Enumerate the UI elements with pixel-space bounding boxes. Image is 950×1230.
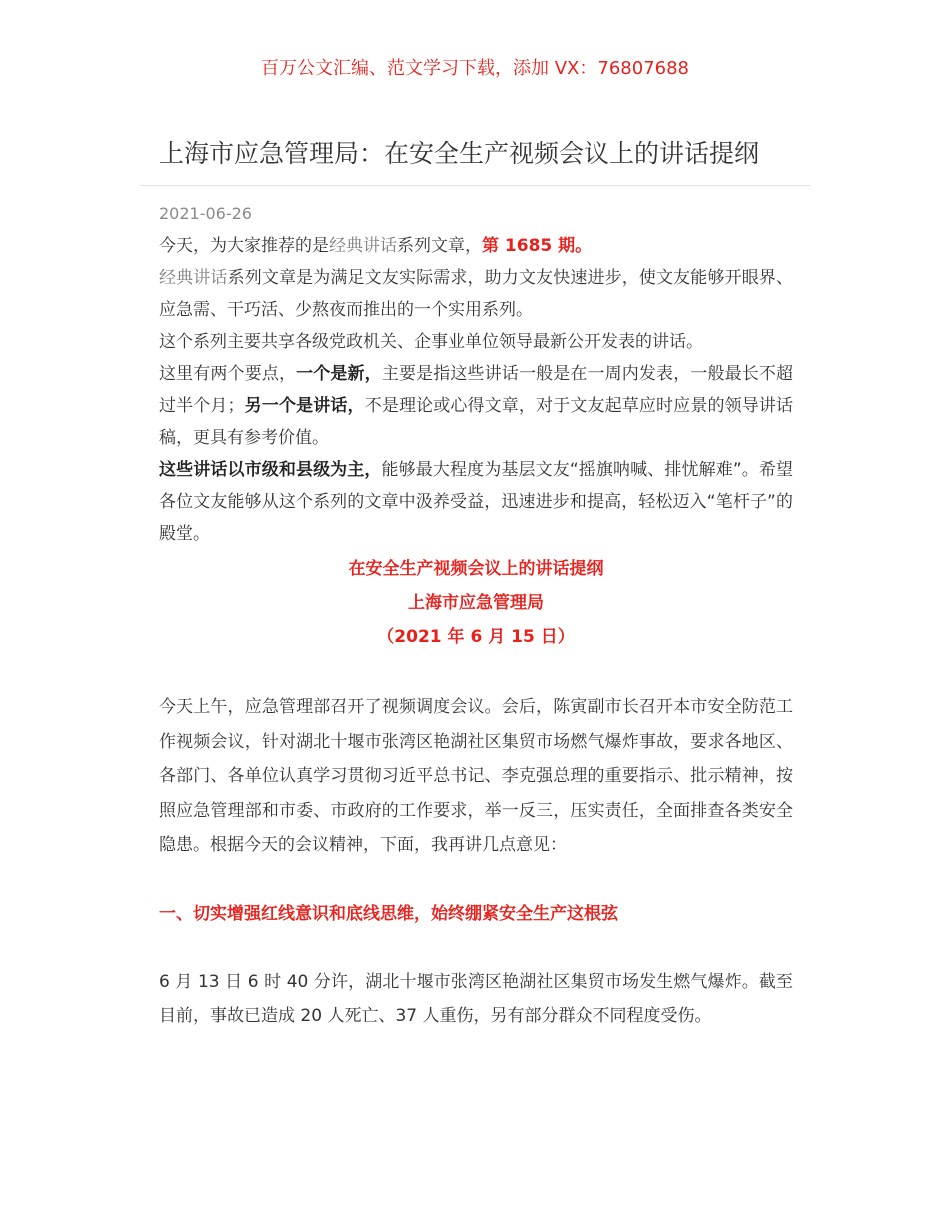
- article-body: [159, 230, 793, 1034]
- spacer: [159, 863, 793, 897]
- intro-paragraph-1: [159, 230, 793, 262]
- intro-text: 系列文章是为满足文友实际需求，助力文友快速进步，使文友能够开眼界、应急需、干巧活、少熬夜而推出的一个实用系列。: [159, 268, 794, 320]
- speech-heading: 在安全生产视频会议上的讲话提纲: [348, 559, 604, 579]
- intro-paragraph-2: [159, 262, 793, 326]
- speech-paragraph-1: 今天上午，应急管理部召开了视频调度会议。会后，陈寅副市长召开本市安全防范工作视频会议，针对湖北十堰市张湾区艳湖社区集贸市场燃气爆炸事故，要求各地区、各部门、各单位认真学习贯彻习近平总书记、李克强总理的重要指示、批示精神，按照应急管理部和市委、市政府的工作要求，举一反三，压实责任，全面排查各类安全隐患。根据今天的会议精神，下面，我再讲几点意见：: [159, 697, 793, 855]
- emphasis-text: 这些讲话以市级和县级为主，: [159, 460, 382, 480]
- intro-text: 不是理论或心得文章，对于文友起草应时应景的领导讲话稿，更具有参考价值。: [159, 396, 794, 448]
- intro-paragraph-5: [159, 454, 793, 550]
- issue-number: 第 1685 期。: [482, 236, 593, 256]
- series-link[interactable]: 经典讲话: [159, 268, 228, 288]
- intro-text: 今天，为大家推荐的是: [159, 236, 329, 256]
- speech-paragraph-2: 6 月 13 日 6 时 40 分许，湖北十堰市张湾区艳湖社区集贸市场发生燃气爆炸。截至目前，事故已造成 20 人死亡、37 人重伤，另有部分群众不同程度受伤。: [159, 971, 793, 1026]
- title-divider: [140, 185, 810, 186]
- speech-date: （2021 年 6 月 15 日）: [377, 627, 575, 647]
- emphasis-text: 一个是新，: [296, 364, 382, 384]
- emphasis-text: 另一个是讲话，: [244, 396, 365, 416]
- intro-paragraph-3: 这个系列主要共享各级党政机关、企事业单位领导最新公开发表的讲话。: [159, 332, 703, 352]
- section-heading-1: 一、切实增强红线意识和底线思维，始终绷紧安全生产这根弦: [159, 903, 618, 924]
- spacer: [159, 654, 793, 690]
- series-link[interactable]: 经典讲话: [329, 236, 397, 256]
- intro-text: 这里有两个要点，: [159, 364, 297, 384]
- intro-text: 系列文章，: [397, 236, 482, 256]
- publish-date: 2021-06-26: [159, 204, 252, 223]
- promo-banner: 百万公文汇编、范文学习下载，添加 VX：76807688: [261, 58, 689, 79]
- spacer: [159, 931, 793, 965]
- speech-header: [159, 552, 793, 654]
- intro-text: 主要是指这些讲话一般是在一周内发表，一般最长不超过半个月；: [159, 364, 794, 416]
- speech-organization: 上海市应急管理局: [408, 593, 544, 613]
- article-title: 上海市应急管理局：在安全生产视频会议上的讲话提纲: [159, 139, 760, 168]
- intro-paragraph-4: [159, 358, 793, 454]
- intro-text: 能够最大程度为基层文友“摇旗呐喊、排忧解难”。希望各位文友能够从这个系列的文章中汲养受益，迅速进步和提高，轻松迈入“笔杆子”的殿堂。: [159, 460, 793, 544]
